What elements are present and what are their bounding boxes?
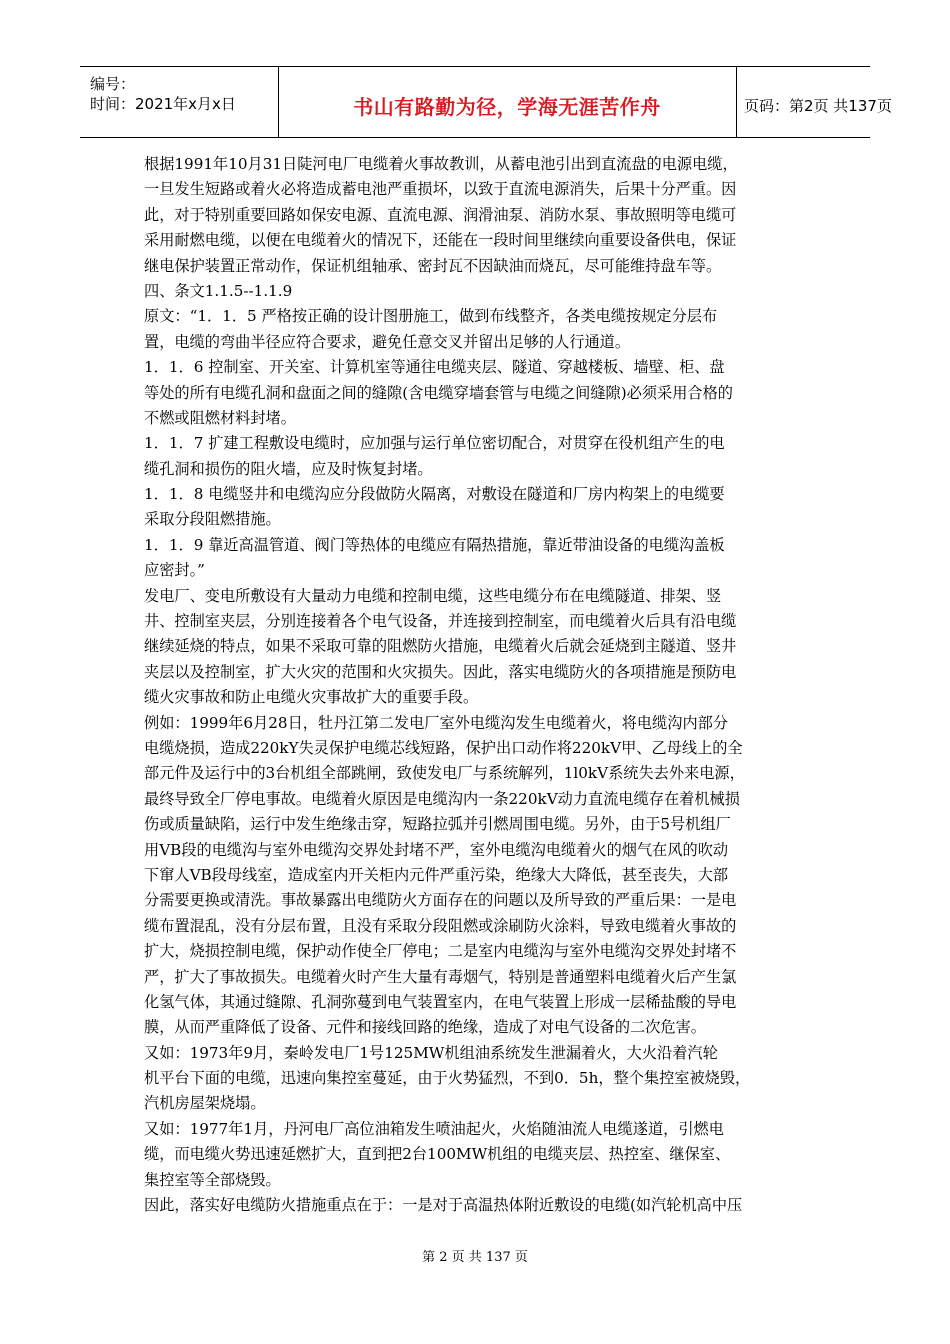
- text-line: 1．1．7 扩建工程敷设电缆时，应加强与运行单位密切配合，对贯穿在役机组产生的电: [144, 434, 725, 453]
- text-line: 原文：“1．1．5 严格按正确的设计图册施工，做到布线整齐，各类电缆按规定分层布: [144, 307, 718, 326]
- text-line: 发电厂、变电所敷设有大量动力电缆和控制电缆，这些电缆分布在电缆隧道、排架、竖: [144, 586, 722, 605]
- text-line: 采用耐燃电缆，以便在电缆着火的情况下，还能在一段时间里继续向重要设备供电，保证: [144, 231, 737, 250]
- text-line: 最终导致全厂停电事故。电缆着火原因是电缆沟内一条220kV动力直流电缆存在着机械损: [144, 789, 740, 808]
- paragraph: [144, 279, 814, 304]
- text-line: 伤或质量缺陷，运行中发生绝缘击穿，短路拉弧并引燃周围电缆。另外，由于5号机组厂: [144, 815, 731, 834]
- paragraph: [144, 355, 814, 431]
- text-line: 继电保护装置正常动作，保证机组轴承、密封瓦不因缺油而烧瓦，尽可能维持盘车等。: [144, 256, 722, 275]
- text-line: 缆火灾事故和防止电缆火灾事故扩大的重要手段。: [144, 688, 479, 707]
- document-body: [144, 152, 814, 1218]
- header-motto: 书山有路勤为径，学海无涯苦作舟: [353, 95, 661, 119]
- header-info-cell: [80, 67, 279, 137]
- document-code-label: 编号：: [90, 75, 136, 93]
- paragraph: [144, 1193, 814, 1218]
- text-line: 严，扩大了事故损失。电缆着火时产生大量有毒烟气，特别是普通塑料电缆着火后产生氯: [144, 967, 737, 986]
- text-line: 1．1．6 控制室、开关室、计算机室等通往电缆夹层、隧道、穿越楼板、墙壁、柜、盘: [144, 358, 725, 377]
- text-line: 化氢气体，其通过缝隙、孔洞弥蔓到电气装置室内，在电气装置上形成一层稀盐酸的导电: [144, 992, 737, 1011]
- text-line: 根据1991年10月31日陡河电厂电缆着火事故教训，从蓄电池引出到直流盘的电源电缆，: [144, 155, 738, 173]
- header-page-number: 页码：第2页 共137页: [744, 97, 892, 115]
- text-line: 例如：1999年6月28日，牡丹江第二发电厂室外电缆沟发生电缆着火，将电缆沟内部分: [144, 713, 729, 732]
- paragraph: [144, 1041, 814, 1117]
- text-line: 缆孔洞和损伤的阻火墙，应及时恢复封堵。: [144, 459, 433, 478]
- paragraph: [144, 711, 814, 1041]
- text-line: 膜，从而严重降低了设备、元件和接线回路的绝缘，造成了对电气设备的二次危害。: [144, 1018, 706, 1037]
- text-line: 机平台下面的电缆，迅速向集控室蔓延，由于火势猛烈，不到0．5h，整个集控室被烧毁，: [144, 1069, 751, 1088]
- page-header: [80, 66, 892, 138]
- document-time-label: 时间：2021年x月x日: [90, 95, 236, 113]
- text-line: 又如：1973年9月，秦岭发电厂1号125MW机组油系统发生泄漏着火，大火沿着汽轮: [144, 1043, 718, 1062]
- text-line: 缆布置混乱，没有分层布置，且没有采取分段阻燃或涂刷防火涂料，导致电缆着火事故的: [144, 916, 737, 935]
- text-line: 井、控制室夹层，分别连接着各个电气设备，并连接到控制室，而电缆着火后具有沿电缆: [144, 612, 737, 631]
- text-line: 此，对于特别重要回路如保安电源、直流电源、润滑油泵、消防水泵、事故照明等电缆可: [144, 205, 737, 224]
- paragraph: [144, 533, 814, 584]
- paragraph: [144, 584, 814, 711]
- paragraph: [144, 431, 814, 482]
- paragraph: [144, 152, 814, 279]
- text-line: 汽机房屋架烧塌。: [144, 1094, 266, 1113]
- paragraph: [144, 1117, 814, 1193]
- text-line: 应密封。”: [144, 561, 205, 580]
- header-page-cell: [736, 67, 892, 137]
- text-line: 采取分段阻燃措施。: [144, 510, 281, 529]
- text-line: 因此，落实好电缆防火措施重点在于：一是对于高温热体附近敷设的电缆(如汽轮机高中压: [144, 1196, 743, 1215]
- text-line: 1．1．8 电缆竖井和电缆沟应分段做防火隔离，对敷设在隧道和厂房内构架上的电缆要: [144, 485, 725, 504]
- text-line: 电缆烧损，造成220kY失灵保护电缆芯线短路，保护出口动作将220kV甲、乙母线上的全: [144, 738, 743, 757]
- text-line: 分需要更换或清洗。事故暴露出电缆防火方面存在的问题以及所导致的严重后果：一是电: [144, 891, 737, 910]
- header-motto-cell: [278, 67, 737, 137]
- text-line: 缆，而电缆火势迅速延燃扩大，直到把2台100MW机组的电缆夹层、热控室、继保室、: [144, 1145, 731, 1164]
- page-footer: 第 2 页 共 137 页: [422, 1250, 528, 1265]
- text-line: 置，电缆的弯曲半径应符合要求，避免任意交叉并留出足够的人行通道。: [144, 332, 630, 351]
- text-line: 下窜人VB段母线室，造成室内开关柜内元件严重污染，绝缘大大降低，甚至丧失，大部: [144, 865, 729, 884]
- text-line: 扩大，烧损控制电缆，保护动作使全厂停电；二是室内电缆沟与室外电缆沟交界处封堵不: [144, 942, 737, 961]
- text-line: 用VB段的电缆沟与室外电缆沟交界处封堵不严，室外电缆沟电缆着火的烟气在风的吹动: [144, 840, 729, 859]
- text-line: 不燃或阻燃材料封堵。: [144, 408, 296, 427]
- text-line: 一旦发生短路或着火必将造成蓄电池严重损坏，以致于直流电源消失，后果十分严重。因: [144, 180, 737, 199]
- text-line: 又如：1977年1月，丹河电厂高位油箱发生喷油起火，火焰随油流人电缆遂道，引燃电: [144, 1119, 724, 1138]
- text-line: 四、条文1.1.5--1.1.9: [144, 281, 293, 300]
- paragraph: [144, 482, 814, 533]
- text-line: 部元件及运行中的3台机组全部跳闸，致使发电厂与系统解列，1l0kV系统失去外来电源，: [144, 764, 745, 783]
- text-line: 1．1．9 靠近高温管道、阀门等热体的电缆应有隔热措施，靠近带油设备的电缆沟盖板: [144, 535, 725, 554]
- paragraph: [144, 304, 814, 355]
- text-line: 继续延烧的特点，如果不采取可靠的阻燃防火措施，电缆着火后就会延烧到主隧道、竖井: [144, 637, 737, 656]
- text-line: 集控室等全部烧毁。: [144, 1170, 281, 1189]
- text-line: 等处的所有电缆孔洞和盘面之间的缝隙(含电缆穿墙套管与电缆之间缝隙)必须采用合格的: [144, 383, 733, 402]
- text-line: 夹层以及控制室，扩大火灾的范围和火灾损失。因此，落实电缆防火的各项措施是预防电: [144, 662, 737, 681]
